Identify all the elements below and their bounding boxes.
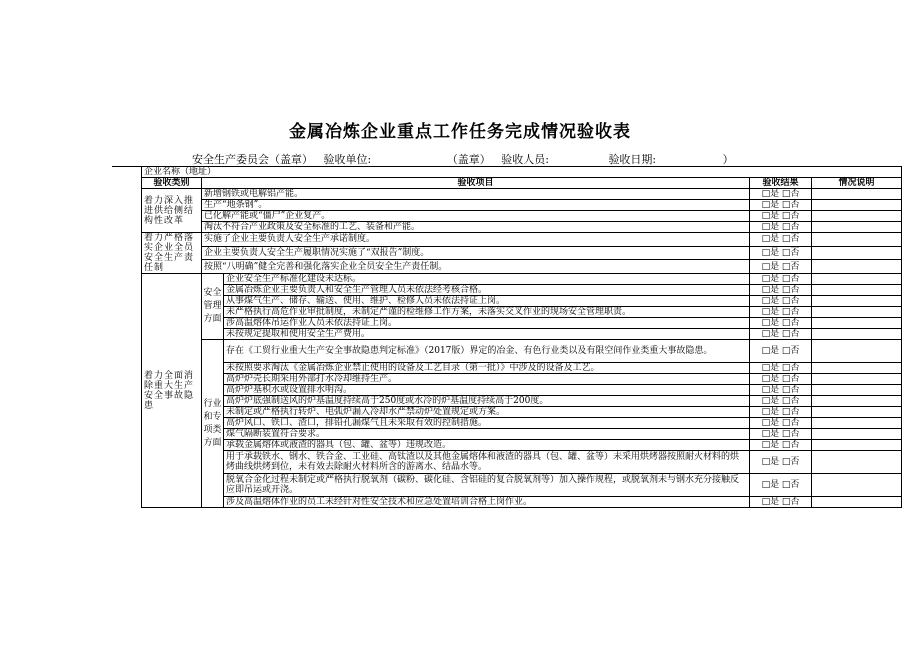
item-cell: 未按照要求淘汰《金属冶炼企业禁止使用的设备及工艺目录（第一批）》中涉及的设备及工艺。 (224, 363, 750, 374)
header-result: 验收结果 (750, 178, 812, 189)
unit-label: 验收单位: (323, 153, 372, 166)
result-checkbox[interactable]: □是 □否 (750, 318, 812, 329)
notes-cell[interactable] (812, 440, 902, 451)
notes-cell[interactable] (812, 474, 902, 497)
item-cell: 高炉炉壳长期采用外部打水冷却维持生产。 (224, 374, 750, 385)
item-cell: 淘汰不符合产业政策及安全标准的工艺、装备和产能。 (202, 222, 750, 233)
item-cell: 企业主要负责人安全生产履职情况实施了“双报告”制度。 (202, 246, 750, 260)
notes-cell[interactable] (812, 246, 902, 260)
item-cell: 企业安全生产标准化建设未达标。 (224, 274, 750, 285)
inspector-label: 验收人员: (501, 153, 549, 166)
item-cell: 高炉风口、铁口、渣口，排铅孔漏煤气且未采取有效的控制措施。 (224, 418, 750, 429)
result-checkbox[interactable]: □是 □否 (750, 246, 812, 260)
item-cell: 实施了企业主要负责人安全生产承诺制度。 (202, 233, 750, 247)
notes-cell[interactable] (812, 385, 902, 396)
notes-cell[interactable] (812, 407, 902, 418)
category-cell: 着力严格落实企业全员安全生产责任制 (142, 233, 202, 274)
unit-seal: （盖章） (446, 153, 491, 166)
notes-cell[interactable] (812, 451, 902, 474)
notes-cell[interactable] (812, 260, 902, 274)
result-checkbox[interactable]: □是 □否 (750, 274, 812, 285)
result-checkbox[interactable]: □是 □否 (750, 451, 812, 474)
notes-cell[interactable] (812, 340, 902, 363)
document-title: 金属冶炼企业重点工作任务完成情况验收表 (289, 122, 631, 142)
result-checkbox[interactable]: □是 □否 (750, 307, 812, 318)
item-cell: 已化解产能或“僵尸”企业复产。 (202, 211, 750, 222)
header-item: 验收项目 (202, 178, 750, 189)
item-cell: 未严格执行高危作业审批制度，未制定严谨的检维修工作方案，未落实交叉作业的现场安全管理职责。 (224, 307, 750, 318)
item-cell: 存在《工贸行业重大生产安全事故隐患判定标准》（2017版）界定的冶金、有色行业类以及有限空间作业类重大事故隐患。 (224, 340, 750, 363)
result-checkbox[interactable]: □是 □否 (750, 260, 812, 274)
item-cell: 从事煤气生产、储存、输送、使用、维护、检修人员未依法持证上岗。 (224, 296, 750, 307)
item-cell: 按照“八明确”健全完善和强化落实企业全员安全生产责任制。 (202, 260, 750, 274)
category-cell: 着力深入推进供给侧结构性改革 (142, 189, 202, 233)
result-checkbox[interactable]: □是 □否 (750, 418, 812, 429)
result-checkbox[interactable]: □是 □否 (750, 329, 812, 340)
company-name-row[interactable]: 企业名称（地址） (142, 167, 902, 178)
subcategory-cell: 安全管理方面 (202, 274, 224, 340)
result-checkbox[interactable]: □是 □否 (750, 363, 812, 374)
item-cell: 煤气隔断装置符合要求。 (224, 429, 750, 440)
result-checkbox[interactable]: □是 □否 (750, 296, 812, 307)
result-checkbox[interactable]: □是 □否 (750, 429, 812, 440)
notes-cell[interactable] (812, 285, 902, 296)
result-checkbox[interactable]: □是 □否 (750, 497, 812, 508)
notes-cell[interactable] (812, 318, 902, 329)
item-cell: 用于承载铁水、钢水、铁合金、工业硅、高钛渣以及其他金属熔体和液渣的器具（包、罐、盆等）未采用烘烤器按照耐火材料的烘烤曲线烘烤到位，未有效去除耐火材料所含的游离水、结晶水等。 (224, 451, 750, 474)
notes-cell[interactable] (812, 329, 902, 340)
item-cell: 涉及高温熔体作业的员工未经针对性安全技术和应急处置培训合格上岗作业。 (224, 497, 750, 508)
notes-cell[interactable] (812, 307, 902, 318)
result-checkbox[interactable]: □是 □否 (750, 474, 812, 497)
header-category: 验收类别 (142, 178, 202, 189)
notes-cell[interactable] (812, 429, 902, 440)
notes-cell[interactable] (812, 274, 902, 285)
item-cell: 新增钢铁或电解铝产能。 (202, 189, 750, 200)
notes-cell[interactable] (812, 396, 902, 407)
notes-cell[interactable] (812, 497, 902, 508)
item-cell: 生产“地条钢”。 (202, 200, 750, 211)
date-label: 验收日期: (608, 153, 657, 166)
result-checkbox[interactable]: □是 □否 (750, 211, 812, 222)
notes-cell[interactable] (812, 374, 902, 385)
result-checkbox[interactable]: □是 □否 (750, 285, 812, 296)
notes-cell[interactable] (812, 233, 902, 247)
result-checkbox[interactable]: □是 □否 (750, 233, 812, 247)
result-checkbox[interactable]: □是 □否 (750, 385, 812, 396)
notes-cell[interactable] (812, 189, 902, 200)
notes-cell[interactable] (812, 363, 902, 374)
result-checkbox[interactable]: □是 □否 (750, 396, 812, 407)
result-checkbox[interactable]: □是 □否 (750, 200, 812, 211)
category-cell: 着力全面消除重大生产安全事故隐患 (142, 274, 202, 508)
result-checkbox[interactable]: □是 □否 (750, 407, 812, 418)
result-checkbox[interactable]: □是 □否 (750, 340, 812, 363)
result-checkbox[interactable]: □是 □否 (750, 189, 812, 200)
item-cell: 未按规定提取和使用安全生产费用。 (224, 329, 750, 340)
result-checkbox[interactable]: □是 □否 (750, 374, 812, 385)
document-subtitle (112, 151, 734, 167)
item-cell: 高炉炉底强制送风的炉基温度持续高于250度或水冷的炉基温度持续高于200度。 (224, 396, 750, 407)
item-cell: 高炉炉基积水或设置排水明沟。 (224, 385, 750, 396)
result-checkbox[interactable]: □是 □否 (750, 440, 812, 451)
item-cell: 未制定或严格执行转炉、电弧炉漏入冷却水严禁动炉处置规定或方案。 (224, 407, 750, 418)
item-cell: 承载金属熔体或液渣的器具（包、罐、盆等）违规改造。 (224, 440, 750, 451)
header-notes: 情况说明 (812, 178, 902, 189)
notes-cell[interactable] (812, 296, 902, 307)
acceptance-table (141, 166, 902, 508)
result-checkbox[interactable]: □是 □否 (750, 222, 812, 233)
notes-cell[interactable] (812, 418, 902, 429)
notes-cell[interactable] (812, 200, 902, 211)
item-cell: 涉高温熔体吊运作业人员未依法持证上岗。 (224, 318, 750, 329)
committee-label: 安全生产委员会（盖章） (192, 153, 313, 166)
item-cell: 脱氧合金化过程未制定或严格执行脱氧剂（碳粉、碳化硅、含铝硅的复合脱氧剂等）加入操作规程，或脱氧剂未与钢水充分接触反应即吊运或开浇。 (224, 474, 750, 497)
notes-cell[interactable] (812, 211, 902, 222)
subcategory-cell: 行业和专项类方面 (202, 340, 224, 508)
notes-cell[interactable] (812, 222, 902, 233)
item-cell: 金属冶炼企业主要负责人和安全生产管理人员未依法经考核合格。 (224, 285, 750, 296)
close-paren: ） (722, 153, 734, 166)
